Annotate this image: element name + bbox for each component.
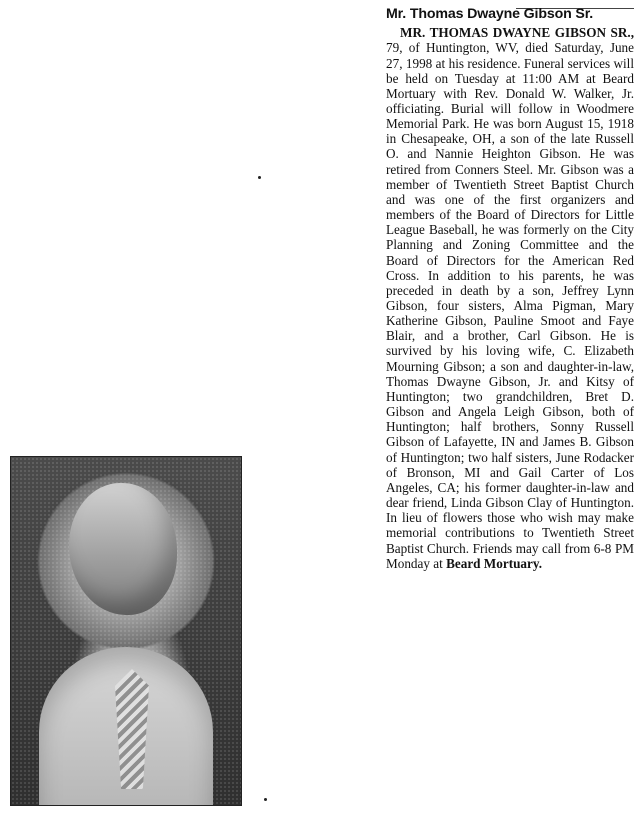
obituary-headline: Mr. Thomas Dwayne Gibson Sr. <box>386 6 594 22</box>
obituary-lead-name: MR. THOMAS DWAYNE GIBSON SR., <box>400 25 634 41</box>
speck-dot <box>258 176 261 179</box>
portrait-tie-shape <box>115 669 149 789</box>
obituary-article <box>386 6 634 571</box>
portrait-photo <box>10 456 242 806</box>
obituary-body <box>386 25 634 571</box>
obituary-closing-bold: Beard Mortuary. <box>446 555 543 571</box>
speck-dot <box>264 798 267 801</box>
portrait-head-shape <box>69 483 177 615</box>
obituary-body-text: 79, of Huntington, WV, died Saturday, June 27, 1998 at his residence. Funeral services will be held on Tuesday at 11:00 AM at Beard Mortuary with Rev. Donald W. Walker, Jr. officiating. Burial will follow in Woodmere Memorial Park. He was born August 15, 1918 in Chesapeake, OH, a son of the late Russell O. and Nannie Heighton Gibson. He was retired from Conners Steel. Mr. Gibson was a member of Twentieth Street Baptist Church and was one of the first organizers and members of the Board of Directors for Little League Baseball, he was formerly on the City Planning and Zoning Committee and the Board of Directors for the American Red Cross. In addition to his parents, he was preceded in death by a son, Jeffrey Lynn Gibson, four sisters, Alma Pigman, Mary Katherine Gibson, Pauline Smoot and Faye Blair, and a brother, Carl Gibson. He is survived by his loving wife, C. Elizabeth Mourning Gibson; a son and daughter-in-law, Thomas Dwayne Gibson, Jr. and Kitsy of Huntington; two grandchildren, Bret D. Gibson and Angela Leigh Gibson, both of Huntington; half brothers, Sonny Russell Gibson of Lafayette, IN and James B. Gibson of Huntington; two half sisters, June Rodacker of Bronson, MI and Gail Carter of Los Angeles, CA; his former daughter-in-law and dear friend, Linda Gibson Clay of Huntington. In lieu of flowers those who wish may make memorial contributions to Twentieth Street Baptist Church. Friends may call from 6-8 PM Monday at <box>386 40 634 571</box>
